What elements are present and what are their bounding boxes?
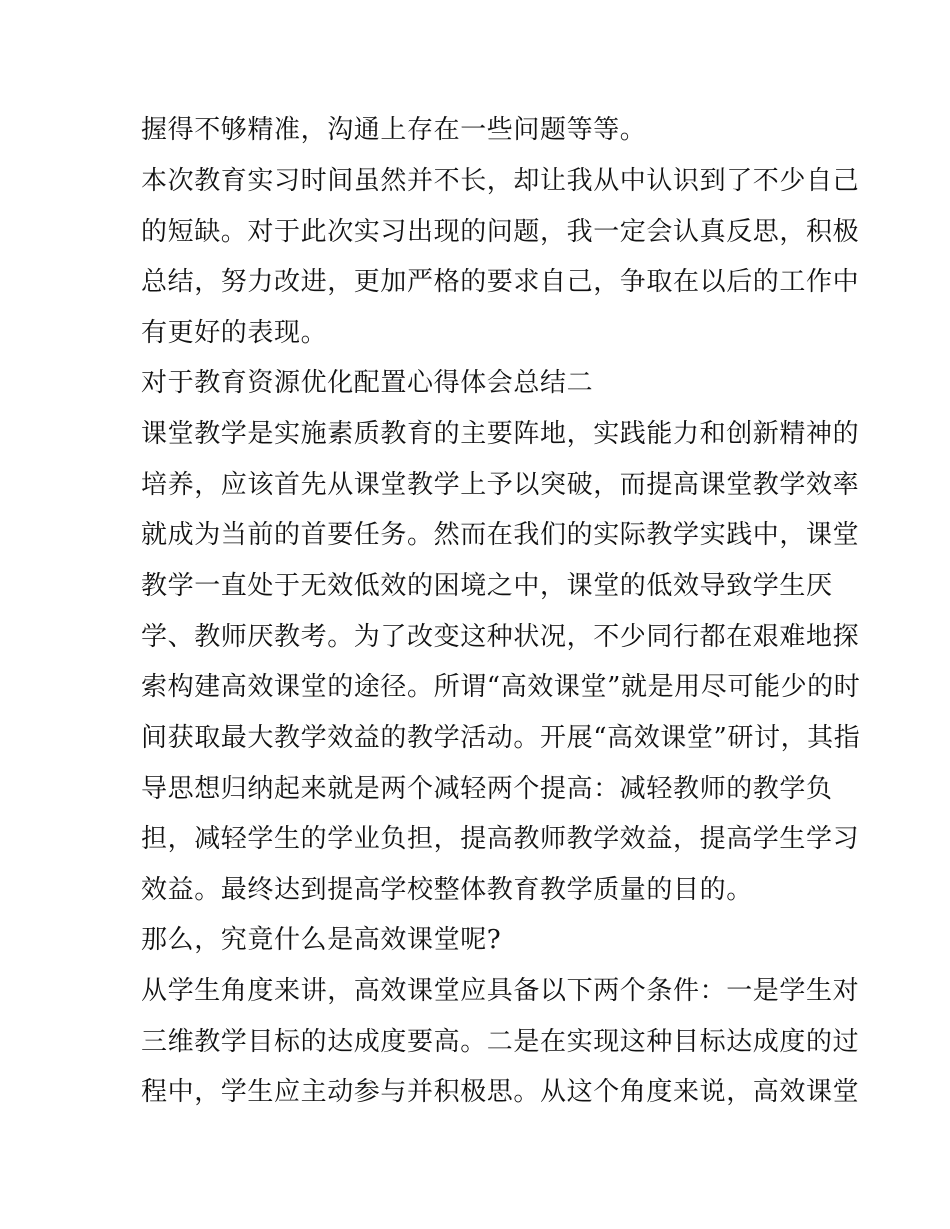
text-line: 有更好的表现。 xyxy=(141,318,328,348)
text-line: 培养，应该首先从课堂教学上予以突破，而提高课堂教学效率 xyxy=(141,470,860,500)
text-line: 三维教学目标的达成度要高。二是在实现这种目标达成度的过 xyxy=(141,1027,860,1057)
text-line: 程中，学生应主动参与并积极思。从这个角度来说，高效课堂 xyxy=(141,1077,860,1107)
text-line: 效益。最终达到提高学校整体教育教学质量的目的。 xyxy=(141,875,753,905)
text-line: 间获取最大教学效益的教学活动。开展“高效课堂”研讨，其指 xyxy=(141,723,861,753)
section-heading: 对于教育资源优化配置心得体会总结二 xyxy=(141,368,594,398)
text-line: 担，减轻学生的学业负担，提高教师教学效益，提高学生学习 xyxy=(141,824,860,854)
text-line: 本次教育实习时间虽然并不长，却让我从中认识到了不少自己 xyxy=(141,166,860,196)
text-line: 课堂教学是实施素质教育的主要阵地，实践能力和创新精神的 xyxy=(141,419,860,449)
text-line: 教学一直处于无效低效的困境之中，课堂的低效导致学生厌 xyxy=(141,571,833,601)
text-line: 就成为当前的首要任务。然而在我们的实际教学实践中，课堂 xyxy=(141,520,860,550)
text-line: 导思想归纳起来就是两个减轻两个提高：减轻教师的教学负 xyxy=(141,774,833,804)
text-line: 学、教师厌教考。为了改变这种状况，不少同行都在艰难地探 xyxy=(141,622,860,652)
text-line: 总结，努力改进，更加严格的要求自己，争取在以后的工作中 xyxy=(141,267,860,297)
text-line: 索构建高效课堂的途径。所谓“高效课堂”就是用尽可能少的时 xyxy=(141,672,861,702)
text-line: 从学生角度来讲，高效课堂应具备以下两个条件：一是学生对 xyxy=(141,976,860,1006)
text-line: 那么，究竟什么是高效课堂呢? xyxy=(141,925,502,955)
text-line: 的短缺。对于此次实习出现的问题，我一定会认真反思，积极 xyxy=(141,217,860,247)
text-line: 握得不够精准，沟通上存在一些问题等等。 xyxy=(141,115,647,145)
